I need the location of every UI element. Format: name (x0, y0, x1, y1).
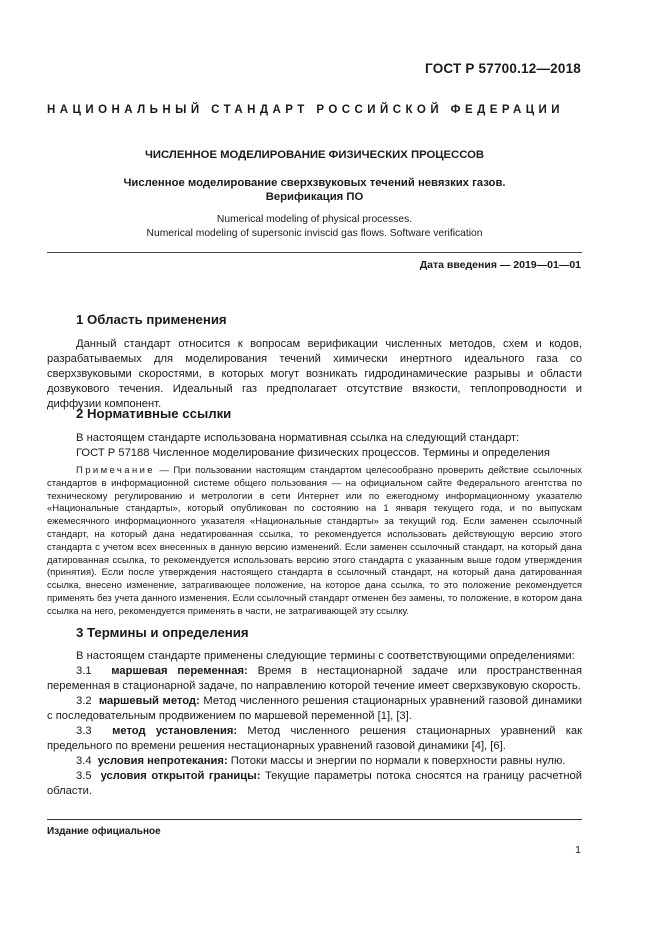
term-definition: Метод численного решения стационарных уравнений как предельного по времени решения нестационарных уравнений газовой динамики [4], [6]. (47, 725, 583, 752)
term-3-5 (47, 769, 582, 799)
national-standard-banner: НАЦИОНАЛЬНЫЙ СТАНДАРТ РОССИЙСКОЙ ФЕДЕРАЦИИ (47, 104, 564, 116)
english-title-line-2: Numerical modeling of supersonic inviscid gas flows. Software verification (146, 228, 483, 239)
standard-number: ГОСТ Р 57700.12—2018 (425, 61, 581, 76)
term-number: 3.3 (76, 725, 92, 737)
normative-note (47, 465, 582, 619)
term-number: 3.1 (76, 665, 92, 677)
normative-reference-item: ГОСТ Р 57188 Численное моделирование физических процессов. Термины и определения (76, 447, 550, 459)
section-1-paragraph: Данный стандарт относится к вопросам верификации численных методов, схем и кодов, разрабатываемых для моделирования течений химически инертного идеального газа со сверхзвуковыми скоростями, в которых могут возникать гидродинамические разрывы и области дозвукового течения. Идеальный газ предполагает отсутствие вязкости, теплопроводности и диффузии компонент. (47, 338, 582, 410)
term-definition: Время в нестационарной задаче или пространственная переменная в стационарной задаче, по направлению которой течение имеет сверхзвуковую скорость. (47, 665, 582, 692)
section-2-heading: 2 Нормативные ссылки (76, 406, 232, 421)
term-definition: Потоки массы и энергии по нормали к поверхности равны нулю. (230, 755, 566, 767)
introduction-date: Дата введения — 2019—01—01 (419, 259, 581, 271)
term-3-3 (47, 724, 582, 754)
english-title (47, 213, 582, 241)
term-name: метод установления: (112, 725, 238, 737)
term-number: 3.2 (76, 695, 92, 707)
subtitle-line-2: Верификация ПО (265, 191, 364, 203)
english-title-line-1: Numerical modeling of physical processes. (216, 214, 413, 225)
term-name: условия непротекания: (97, 755, 228, 767)
term-name: маршевая переменная: (111, 665, 248, 677)
document-title: ЧИСЛЕННОЕ МОДЕЛИРОВАНИЕ ФИЗИЧЕСКИХ ПРОЦЕССОВ (144, 149, 485, 161)
normative-reference-intro: В настоящем стандарте использована нормативная ссылка на следующий стандарт: (76, 432, 520, 444)
section-3-heading: 3 Термины и определения (76, 625, 249, 640)
term-definition: Метод численного решения стационарных уравнений газовой динамики с последовательным продвижением по маршевой переменной [1], [3]. (47, 695, 583, 722)
term-3-4 (47, 754, 582, 769)
title-divider (47, 252, 582, 253)
term-3-1 (47, 664, 582, 694)
note-label: Примечание (76, 465, 155, 476)
term-3-2 (47, 694, 582, 724)
official-edition-label: Издание официальное (47, 826, 161, 837)
term-number: 3.5 (76, 770, 92, 782)
term-definition: Текущие параметры потока сносятся на границу расчетной области. (47, 770, 583, 797)
page-number: 1 (575, 844, 581, 856)
document-subtitle (47, 176, 582, 204)
term-name: условия открытой границы: (100, 770, 261, 782)
note-text: — При пользовании настоящим стандартом целесообразно проверить действие ссылочных стандартов в информационной системе общего пользования — на официальном сайте Федерального агентства по техническому регулированию и метрологии в сети Интернет или по ежегодному информационному указателю «Национальные стандарты», который опубликован по состоянию на 1 января текущего года, и по выпускам ежемесячного информационного указателя «Национальные стандарты» за текущий год. Если заменен ссылочный стандарт, на который дана недатированная ссылка, то рекомендуется использовать действующую версию этого стандарта с учетом всех внесенных в данную версию изменений. Если заменен ссылочный стандарт, на который дана датированная ссылка, то рекомендуется использовать версию этого стандарта с указанным выше годом утверждения (принятия). Если после утверждения настоящего стандарта в ссылочный стандарт, на который дана датированная ссылка, внесено изменение, затрагивающее положение, на которое дана ссылка, то это положение рекомендуется применять без учета данного изменения. Если ссылочный стандарт отменен без замены, то положение, в котором дана ссылка на него, рекомендуется применять в части, не затрагивающей эту ссылку. (47, 465, 582, 617)
section-1-heading: 1 Область применения (76, 312, 227, 327)
footer-divider (47, 819, 582, 820)
term-name: маршевый метод: (98, 695, 200, 707)
term-number: 3.4 (76, 755, 92, 767)
terms-intro: В настоящем стандарте применены следующие термины с соответствующими определениями: (76, 650, 575, 662)
subtitle-line-1: Численное моделирование сверхзвуковых течений невязких газов. (123, 177, 506, 189)
